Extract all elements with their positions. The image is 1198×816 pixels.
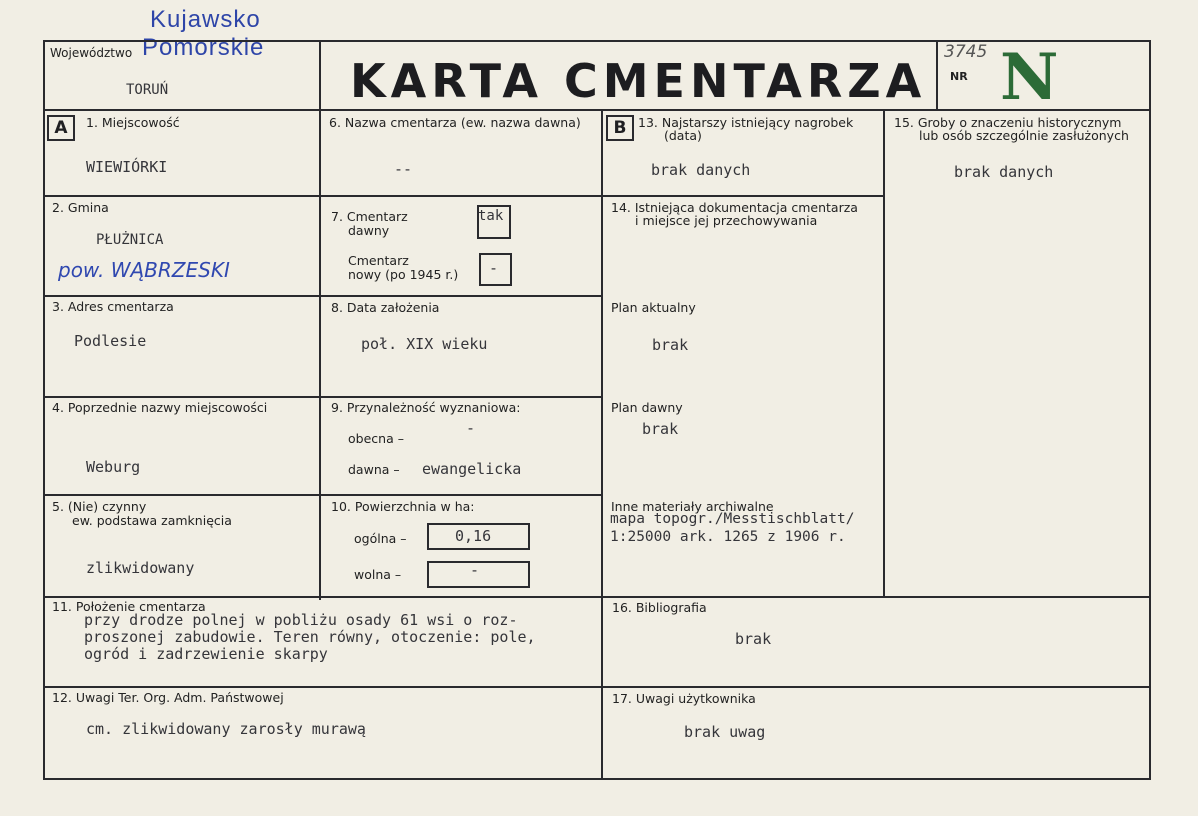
f14-plan-current-value: brak <box>652 336 689 354</box>
f7-new-value: - <box>489 259 499 277</box>
f14-other-value-line1: mapa topogr./Messtischblatt/ <box>610 511 855 527</box>
f16-value: brak <box>735 630 772 648</box>
f10-free-value: - <box>470 561 480 579</box>
f17-label: 17. Uwagi użytkownika <box>612 691 756 706</box>
nr-handwritten: 3745 <box>944 42 988 62</box>
f11-value-line3: ogród i zadrzewienie skarpy <box>84 645 328 663</box>
f12-value: cm. zlikwidowany zarosły murawą <box>86 720 366 738</box>
f14-plan-current-label: Plan aktualny <box>611 300 696 315</box>
f15-value: brak danych <box>954 163 1054 181</box>
voivodeship-label: Województwo <box>50 46 133 60</box>
divider <box>883 110 885 598</box>
f6-value: -- <box>394 160 413 178</box>
f6-label: 6. Nazwa cmentarza (ew. nazwa dawna) <box>329 115 581 130</box>
f15-label-line2: lub osób szczególnie zasłużonych <box>919 128 1129 143</box>
section-a-marker: A <box>47 115 75 141</box>
f3-label: 3. Adres cmentarza <box>52 299 174 314</box>
f10-total-value: 0,16 <box>455 527 492 545</box>
f9-label: 9. Przynależność wyznaniowa: <box>331 400 521 415</box>
divider <box>43 295 603 297</box>
f9-current-label: obecna – <box>348 431 404 446</box>
divider <box>936 40 938 110</box>
f1-label: 1. Miejscowość <box>86 115 180 130</box>
f16-label: 16. Bibliografia <box>612 600 707 615</box>
voivodeship-value: TORUŃ <box>126 82 169 98</box>
f7-old-label-line2: dawny <box>348 223 390 238</box>
f14-other-label: Inne materiały archiwalne <box>611 499 774 514</box>
divider <box>319 40 321 600</box>
f13-value: brak danych <box>651 161 751 179</box>
f12-label: 12. Uwagi Ter. Org. Adm. Państwowej <box>52 690 284 705</box>
f7-old-value: tak <box>478 208 504 224</box>
divider <box>43 596 1151 598</box>
f10-label: 10. Powierzchnia w ha: <box>331 499 475 514</box>
f7-new-label-line2: nowy (po 1945 r.) <box>348 267 459 282</box>
f10-free-label: wolna – <box>354 567 402 582</box>
divider <box>601 110 603 780</box>
f5-label-line1: 5. (Nie) czynny <box>52 499 147 514</box>
f5-value: zlikwidowany <box>86 559 195 577</box>
f14-plan-old-value: brak <box>642 420 679 438</box>
f2-label: 2. Gmina <box>52 200 109 215</box>
f14-plan-old-label: Plan dawny <box>611 400 683 415</box>
f2-handwritten: pow. WĄBRZESKI <box>58 258 230 282</box>
f8-label: 8. Data założenia <box>331 300 440 315</box>
f11-label: 11. Położenie cmentarza <box>52 599 206 614</box>
f10-total-label: ogólna – <box>354 531 407 546</box>
f11-value-line1: przy drodze polnej w pobliżu osady 61 wsi o roz- <box>84 611 518 629</box>
divider <box>43 494 603 496</box>
f4-value: Weburg <box>86 458 141 476</box>
f15-label-line1: 15. Groby o znaczeniu historycznym <box>894 115 1122 130</box>
f13-label-line2: (data) <box>664 128 702 143</box>
f17-value: brak uwag <box>684 723 766 741</box>
section-b-marker: B <box>606 115 634 141</box>
divider <box>43 195 883 197</box>
f14-label-line2: i miejsce jej przechowywania <box>635 213 818 228</box>
f11-value-line2: proszonej zabudowie. Teren równy, otoczenie: pole, <box>84 628 536 646</box>
divider <box>43 109 1151 111</box>
f7-old-label-line1: 7. Cmentarz <box>331 209 408 224</box>
f4-label: 4. Poprzednie nazwy miejscowości <box>52 400 268 415</box>
f14-label-line1: 14. Istniejąca dokumentacja cmentarza <box>611 200 858 215</box>
divider <box>43 396 603 398</box>
card-title: KARTA CMENTARZA <box>350 54 927 108</box>
f9-current-value: - <box>466 419 476 437</box>
f14-other-value-line2: 1:25000 ark. 1265 z 1906 r. <box>610 529 846 545</box>
f2-value: PŁUŻNICA <box>96 232 164 248</box>
nr-label: NR <box>950 70 968 83</box>
divider <box>43 686 1151 688</box>
f9-former-label: dawna – <box>348 462 400 477</box>
f5-label-line2: ew. podstawa zamknięcia <box>72 513 232 528</box>
f7-new-label-line1: Cmentarz <box>348 253 409 268</box>
stamp-line-2: Pomorskie <box>142 34 265 61</box>
stamp-line-1: Kujawsko <box>150 6 261 33</box>
f8-value: poł. XIX wieku <box>361 335 488 353</box>
f9-former-value: ewangelicka <box>422 460 522 478</box>
f1-value: WIEWIÓRKI <box>86 158 168 176</box>
nr-letter: N <box>1000 40 1059 115</box>
f13-label-line1: 13. Najstarszy istniejący nagrobek <box>638 115 854 130</box>
f3-value: Podlesie <box>74 332 147 350</box>
